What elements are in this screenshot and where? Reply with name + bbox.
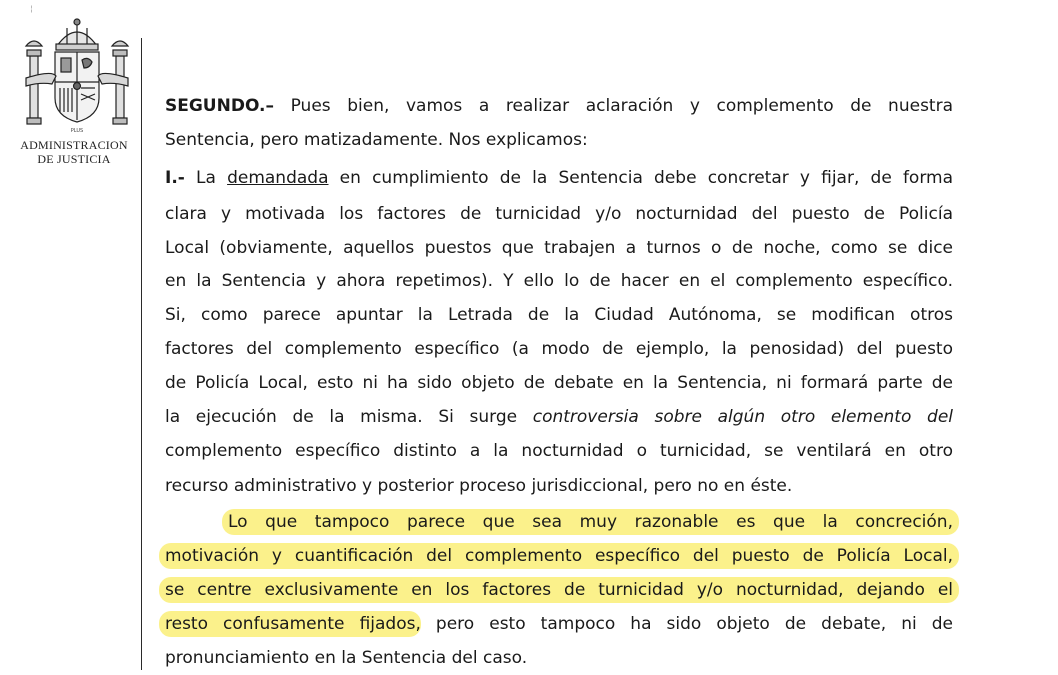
paragraph-line-2: Sentencia, pero matizadamente. Nos explicamos: [165, 130, 588, 150]
coat-of-arms-logo [22, 16, 132, 136]
paragraph-line-12: recurso administrativo y posterior proceso jurisdiccional, pero no en éste. [165, 476, 793, 496]
paragraph-line-11: complemento específico distinto a la nocturnidad o turnicidad, se ventilará en otro [165, 441, 953, 461]
paragraph-line-3 [165, 167, 953, 189]
highlighted-text-14: motivación y cuantificación del complemento específico del puesto de Policía Local, [159, 543, 959, 569]
emblem-caption-line2: DE JUSTICIA [37, 152, 111, 166]
line-10-text: la ejecución de la misma. Si surge [165, 407, 518, 427]
paragraph-line-9: de Policía Local, esto ni ha sido objeto de debate en la Sentencia, ni formará parte de [165, 373, 953, 393]
line-1-text: Pues bien, vamos a realizar aclaración y complemento de nuestra [290, 96, 953, 116]
paragraph-line-10 [165, 406, 953, 428]
paragraph-line-1 [165, 95, 953, 117]
section-heading: SEGUNDO.– [165, 96, 274, 116]
corner-mark: ¦ [30, 4, 33, 13]
paragraph-line-6: en la Sentencia y ahora repetimos). Y ello lo de hacer en el complemento específico. [165, 271, 953, 291]
point-label: I.- [165, 168, 185, 188]
paragraph-line-15 [165, 579, 953, 601]
highlighted-text-16: resto confusamente fijados [159, 611, 421, 637]
paragraph-line-16 [165, 613, 953, 635]
underlined-term: demandada [227, 168, 329, 188]
line-16-text: , pero esto tampoco ha sido objeto de debate, ni de [415, 614, 953, 634]
margin-rule [141, 38, 142, 670]
paragraph-line-17: pronunciamiento en la Sentencia del caso. [165, 648, 528, 668]
highlighted-text-13: Lo que tampoco parece que sea muy razonable es que la concreción, [222, 509, 959, 535]
paragraph-line-7: Si, como parece apuntar la Letrada de la Ciudad Autónoma, se modifican otros [165, 305, 953, 325]
line-3-text: en cumplimiento de la Sentencia debe concretar y fijar, de forma [339, 168, 953, 188]
line-10-italic: controversia sobre algún otro elemento del [532, 407, 953, 427]
line-3-pre: La [196, 168, 216, 188]
paragraph-line-13 [228, 511, 953, 533]
emblem-caption [6, 138, 142, 166]
highlighted-text-15: se centre exclusivamente en los factores de turnicidad y/o nocturnidad, dejando el [159, 577, 959, 603]
paragraph-line-8: factores del complemento específico (a modo de ejemplo, la penosidad) del puesto [165, 339, 953, 359]
paragraph-line-5: Local (obviamente, aquellos puestos que trabajen a turnos o de noche, como se dice [165, 238, 953, 258]
emblem-caption-line1: ADMINISTRACION [20, 138, 128, 152]
paragraph-line-14 [165, 545, 953, 567]
pillar-motto: PLUS [70, 128, 84, 134]
paragraph-line-4: clara y motivada los factores de turnicidad y/o nocturnidad del puesto de Policía [165, 204, 953, 224]
